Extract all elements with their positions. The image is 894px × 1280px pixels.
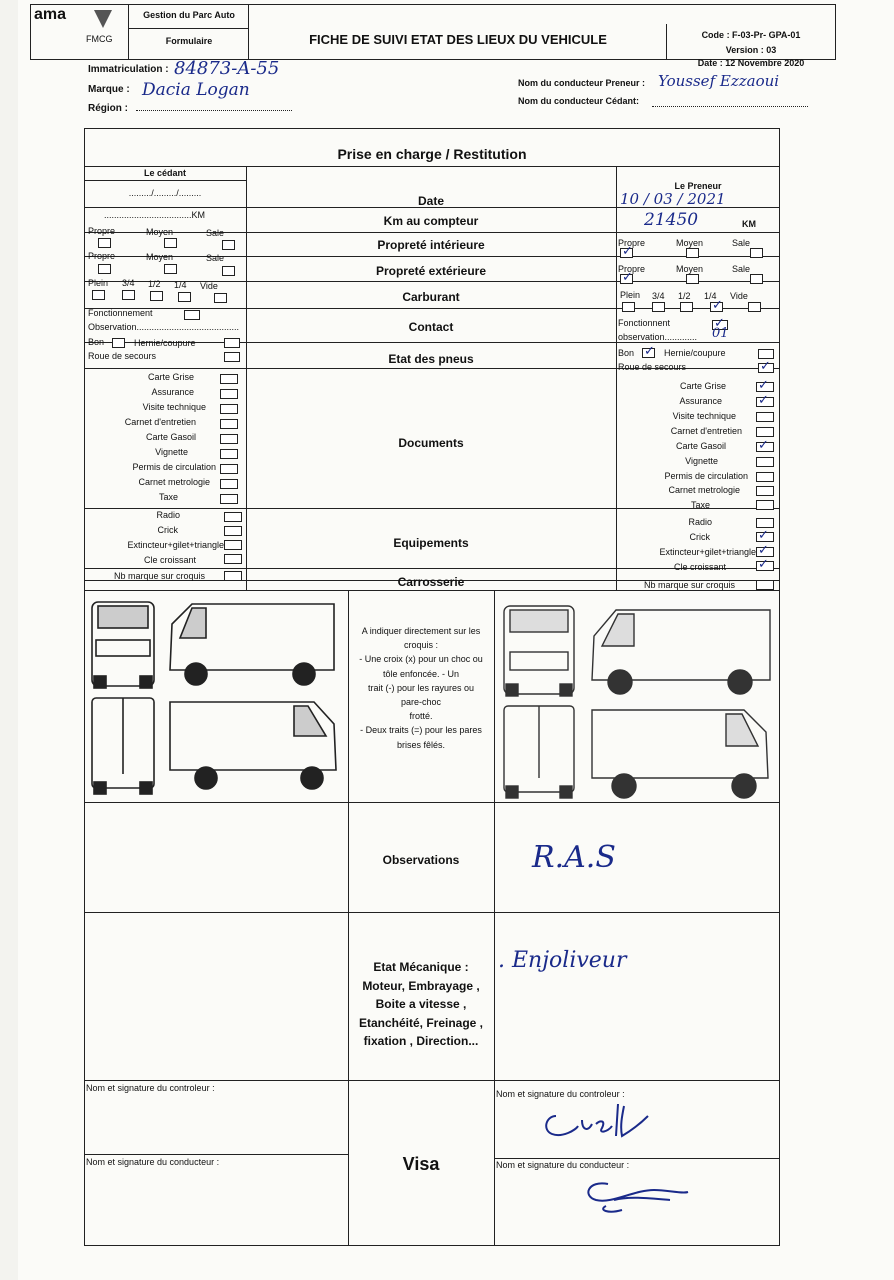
form-page — [18, 0, 894, 1280]
preneur-ext-sale-label: Sale — [732, 264, 751, 274]
cedant-ext-propre-label: Propre — [88, 251, 116, 261]
cedant-doc-8-checkbox[interactable] — [220, 494, 238, 504]
cedant-doc-2-checkbox[interactable] — [220, 404, 238, 414]
preneur-bon-checkbox[interactable] — [642, 348, 655, 358]
cedant-doc-3: Carnet d'entretien — [124, 417, 196, 427]
mecanique-value[interactable]: . Enjoliveur — [498, 948, 627, 973]
mecanique-line: Boite a vitesse , — [375, 997, 467, 1011]
cedant-roue: Roue de secours — [88, 351, 157, 361]
preneur-ext-propre-checkbox[interactable] — [620, 274, 633, 284]
preneur-fonctionnent: Fonctionnent — [618, 318, 671, 328]
preneur-equip-3-checkbox[interactable] — [756, 561, 774, 571]
conducteur-signature-image[interactable] — [578, 1170, 698, 1230]
van-right-side-icon — [592, 610, 770, 694]
cedant-doc-7-checkbox[interactable] — [220, 479, 238, 489]
preneur-equip-2: Extincteur+gilet+triangle — [659, 547, 756, 557]
immat-value[interactable]: 84873-A-55 — [174, 58, 280, 79]
row-carrosserie: Carrosserie — [397, 575, 465, 589]
cedant-fuel-plein-checkbox[interactable] — [92, 290, 105, 300]
preneur-fuel-14: 1/4 — [704, 291, 717, 301]
mecanique-line: Moteur, Embrayage , — [362, 978, 480, 993]
marque-label: Marque : — [88, 84, 130, 95]
cedant-fonctionnement: Fonctionnement — [88, 308, 153, 318]
row-date: Date — [417, 194, 444, 208]
cedant-ext-sale-label: Sale — [206, 253, 225, 263]
cedant-fonctionnement-checkbox[interactable] — [184, 310, 200, 320]
preneur-roue: Roue de secours — [618, 362, 687, 372]
preneur-doc-5: Vignette — [685, 456, 718, 466]
van-sketch-cedant[interactable] — [88, 594, 344, 798]
instruction-line: trait (-) pour les rayures ou — [367, 682, 475, 693]
cedant-nb-marque-checkbox[interactable] — [224, 571, 242, 581]
cedant-int-sale-label: Sale — [206, 228, 225, 238]
preneur-fuel-plein-checkbox[interactable] — [622, 302, 635, 312]
instruction-line: - Deux traits (=) pour les pares — [360, 725, 482, 736]
marque-value[interactable]: Dacia Logan — [142, 80, 250, 100]
conducteur-left-label: Nom et signature du conducteur : — [86, 1157, 220, 1167]
croquis-instructions — [350, 624, 492, 752]
instruction-line: brises fêlés. — [396, 739, 446, 750]
preneur-value[interactable]: Youssef Ezzaoui — [658, 72, 780, 90]
cedant-fuel-12-checkbox[interactable] — [150, 291, 163, 301]
col-preneur: Le Preneur — [674, 181, 722, 191]
preneur-fuel-vide-checkbox[interactable] — [748, 302, 761, 312]
row-pneus: Etat des pneus — [388, 352, 474, 366]
preneur-fuel-12-checkbox[interactable] — [680, 302, 693, 312]
preneur-equip-0-checkbox[interactable] — [756, 518, 774, 528]
preneur-doc-7: Carnet metrologie — [668, 485, 740, 495]
visa-label: Visa — [402, 1154, 440, 1174]
preneur-ext-moyen-label: Moyen — [676, 264, 704, 274]
preneur-nb-marque-checkbox[interactable] — [756, 580, 774, 590]
logo — [34, 6, 114, 46]
mecanique-line: Etat Mécanique : — [373, 960, 469, 974]
controleur-right-label: Nom et signature du controleur : — [496, 1089, 625, 1099]
preneur-equip-1: Crick — [689, 532, 710, 542]
doc-version: Version : 03 — [725, 45, 777, 55]
preneur-hernie-checkbox[interactable] — [758, 349, 774, 359]
cedant-ext-propre-checkbox[interactable] — [98, 264, 111, 274]
cedant-doc-6: Permis de circulation — [132, 462, 216, 472]
preneur-int-propre-checkbox[interactable] — [620, 248, 633, 258]
cedant-fuel-12: 1/2 — [148, 279, 161, 289]
preneur-equip-1-checkbox[interactable] — [756, 532, 774, 542]
mecanique-label — [348, 958, 494, 1051]
mecanique-line: fixation , Direction... — [363, 1034, 479, 1048]
preneur-fuel-12: 1/2 — [678, 291, 691, 301]
preneur-int-propre-label: Propre — [618, 238, 646, 248]
cedant-doc-7: Carnet metrologie — [138, 477, 210, 487]
logo-text: ama — [34, 6, 67, 23]
cedant-hernie-checkbox[interactable] — [224, 338, 240, 348]
preneur-nb-marque: Nb marque sur croquis — [644, 580, 736, 590]
table-title: Prise en charge / Restitution — [337, 146, 527, 162]
controleur-left-label: Nom et signature du controleur : — [86, 1083, 215, 1093]
logo-emblem-icon — [92, 8, 114, 30]
cedant-bon: Bon — [88, 337, 105, 347]
region-label: Région : — [88, 103, 128, 114]
row-km: Km au compteur — [383, 214, 479, 228]
logo-fmcg: FMCG — [86, 34, 113, 44]
cedant-doc-5-checkbox[interactable] — [220, 449, 238, 459]
preneur-equip-2-checkbox[interactable] — [756, 547, 774, 557]
preneur-km-unit: KM — [742, 219, 756, 229]
preneur-fuel-34-checkbox[interactable] — [652, 302, 665, 312]
cedant-label: Nom du conducteur Cédant: — [518, 96, 639, 106]
cedant-equip-0-checkbox[interactable] — [224, 512, 242, 522]
observations-label: Observations — [382, 853, 460, 867]
doc-date: Date : 12 Novembre 2020 — [697, 58, 805, 68]
org-name: Gestion du Parc Auto — [143, 10, 235, 20]
preneur-doc-1: Assurance — [679, 396, 722, 406]
cedant-doc-8: Taxe — [158, 492, 178, 502]
cedant-doc-3-checkbox[interactable] — [220, 419, 238, 429]
cedant-doc-0-checkbox[interactable] — [220, 374, 238, 384]
row-equipements: Equipements — [393, 536, 469, 550]
preneur-fuel-plein: Plein — [620, 290, 641, 300]
cedant-fuel-vide-checkbox[interactable] — [214, 293, 227, 303]
preneur-doc-8-checkbox[interactable] — [756, 500, 774, 510]
preneur-roue-checkbox[interactable] — [758, 363, 774, 373]
van-rear-view-icon — [92, 698, 154, 794]
instruction-line: croquis : — [403, 640, 438, 651]
preneur-doc-1-checkbox[interactable] — [756, 397, 774, 407]
van-right-side-icon — [170, 604, 334, 685]
row-contact: Contact — [408, 320, 454, 334]
preneur-doc-2-checkbox[interactable] — [756, 412, 774, 422]
cedant-equip-2-checkbox[interactable] — [224, 540, 242, 550]
cedant-ext-moyen-checkbox[interactable] — [164, 264, 177, 274]
preneur-label: Nom du conducteur Preneur : — [518, 78, 646, 88]
cedant-equip-1-checkbox[interactable] — [224, 526, 242, 536]
preneur-bon: Bon — [618, 348, 635, 358]
preneur-ext-propre-label: Propre — [618, 264, 646, 274]
van-left-side-icon — [592, 710, 768, 798]
cedant-equip-2: Extincteur+gilet+triangle — [127, 540, 224, 550]
conducteur-right-label: Nom et signature du conducteur : — [496, 1160, 630, 1170]
cedant-bon-checkbox[interactable] — [112, 338, 125, 348]
preneur-doc-2: Visite technique — [672, 411, 736, 421]
van-sketch-preneur[interactable] — [500, 602, 776, 802]
preneur-int-moyen-checkbox[interactable] — [686, 248, 699, 258]
preneur-doc-0-checkbox[interactable] — [756, 382, 774, 392]
cedant-doc-0: Carte Grise — [147, 372, 194, 382]
preneur-doc-6: Permis de circulation — [664, 471, 748, 481]
cedant-nb-marque: Nb marque sur croquis — [114, 571, 206, 581]
instruction-line: pare-choc — [400, 697, 442, 708]
doc-type: Formulaire — [165, 36, 213, 46]
preneur-doc-8: Taxe — [690, 500, 710, 510]
cedant-date-blank[interactable]: ........./........./......... — [128, 188, 202, 198]
preneur-km[interactable]: 21450 — [644, 210, 699, 230]
mecanique-line: Etanchéité, Freinage , — [358, 1015, 484, 1030]
cedant-ext-sale-checkbox[interactable] — [222, 266, 235, 276]
preneur-doc-6-checkbox[interactable] — [756, 472, 774, 482]
van-rear-view-icon — [504, 706, 574, 798]
preneur-doc-3: Carnet d'entretien — [670, 426, 742, 436]
cedant-doc-1-checkbox[interactable] — [220, 389, 238, 399]
col-cedant: Le cédant — [143, 168, 186, 178]
cedant-ext-moyen-label: Moyen — [146, 252, 174, 262]
van-front-view-icon — [92, 602, 154, 688]
preneur-int-moyen-label: Moyen — [676, 238, 704, 248]
cedant-doc-4: Carte Gasoil — [145, 432, 196, 442]
cedant-hernie: Hernie/coupure — [134, 338, 196, 348]
cedant-fuel-34-checkbox[interactable] — [122, 290, 135, 300]
cedant-observation[interactable]: Observation......................................... — [88, 322, 240, 332]
cedant-int-moyen-checkbox[interactable] — [164, 238, 177, 248]
instruction-line: - Une croix (x) pour un choc ou — [359, 654, 483, 665]
cedant-doc-6-checkbox[interactable] — [220, 464, 238, 474]
cedant-doc-5: Vignette — [155, 447, 188, 457]
immat-label: Immatriculation : — [88, 64, 169, 75]
preneur-doc-0: Carte Grise — [679, 381, 726, 391]
instruction-line: tôle enfoncée. - Un — [382, 668, 460, 679]
preneur-doc-4: Carte Gasoil — [675, 441, 726, 451]
cedant-fuel-plein: Plein — [88, 278, 109, 288]
preneur-doc-5-checkbox[interactable] — [756, 457, 774, 467]
van-left-side-icon — [170, 702, 336, 789]
preneur-int-sale-checkbox[interactable] — [750, 248, 763, 258]
preneur-fuel-vide: Vide — [730, 291, 748, 301]
preneur-ext-sale-checkbox[interactable] — [750, 274, 763, 284]
van-front-view-icon — [504, 606, 574, 696]
preneur-hernie: Hernie/coupure — [664, 348, 726, 358]
cedant-roue-checkbox[interactable] — [224, 352, 240, 362]
preneur-fuel-34: 3/4 — [652, 291, 665, 301]
cedant-doc-4-checkbox[interactable] — [220, 434, 238, 444]
row-documents: Documents — [398, 436, 464, 450]
cedant-equip-3-checkbox[interactable] — [224, 554, 242, 564]
preneur-doc-4-checkbox[interactable] — [756, 442, 774, 452]
cedant-km-blank[interactable]: ...................................KM — [104, 210, 206, 220]
cedant-fuel-14-checkbox[interactable] — [178, 292, 191, 302]
instruction-line: frotté. — [409, 711, 433, 722]
cedant-int-sale-checkbox[interactable] — [222, 240, 235, 250]
preneur-int-sale-label: Sale — [732, 238, 751, 248]
observations-value[interactable]: R.A.S — [532, 840, 616, 875]
preneur-fuel-14-checkbox[interactable] — [710, 302, 723, 312]
controleur-signature-image[interactable] — [536, 1096, 656, 1146]
cedant-equip-3: Cle croissant — [143, 555, 196, 565]
row-prop-int: Propreté intérieure — [377, 238, 485, 252]
preneur-doc-3-checkbox[interactable] — [756, 427, 774, 437]
instruction-line: A indiquer directement sur les — [361, 626, 481, 636]
cedant-int-propre-label: Propre — [88, 226, 116, 236]
cedant-doc-1: Assurance — [151, 387, 194, 397]
cedant-equip-0: Radio — [156, 510, 180, 520]
preneur-doc-7-checkbox[interactable] — [756, 486, 774, 496]
preneur-equip-3: Cle croissant — [673, 562, 726, 572]
preneur-date[interactable]: 10 / 03 / 2021 — [620, 190, 726, 208]
cedant-int-propre-checkbox[interactable] — [98, 238, 111, 248]
preneur-observation-value[interactable]: 01 — [712, 326, 729, 341]
cedant-fuel-34: 3/4 — [122, 278, 135, 288]
preneur-observation[interactable]: observation............. — [618, 332, 698, 342]
row-carburant: Carburant — [402, 290, 460, 304]
preneur-equip-0: Radio — [688, 517, 712, 527]
doc-code: Code : F-03-Pr- GPA-01 — [701, 30, 801, 40]
cedant-fuel-vide: Vide — [200, 281, 218, 291]
preneur-ext-moyen-checkbox[interactable] — [686, 274, 699, 284]
cedant-equip-1: Crick — [157, 525, 178, 535]
cedant-int-moyen-label: Moyen — [146, 227, 174, 237]
page-title: FICHE DE SUIVI ETAT DES LIEUX DU VEHICULE — [309, 32, 607, 47]
row-prop-ext: Propreté extérieure — [375, 264, 487, 278]
cedant-doc-2: Visite technique — [142, 402, 206, 412]
cedant-fuel-14: 1/4 — [174, 280, 187, 290]
